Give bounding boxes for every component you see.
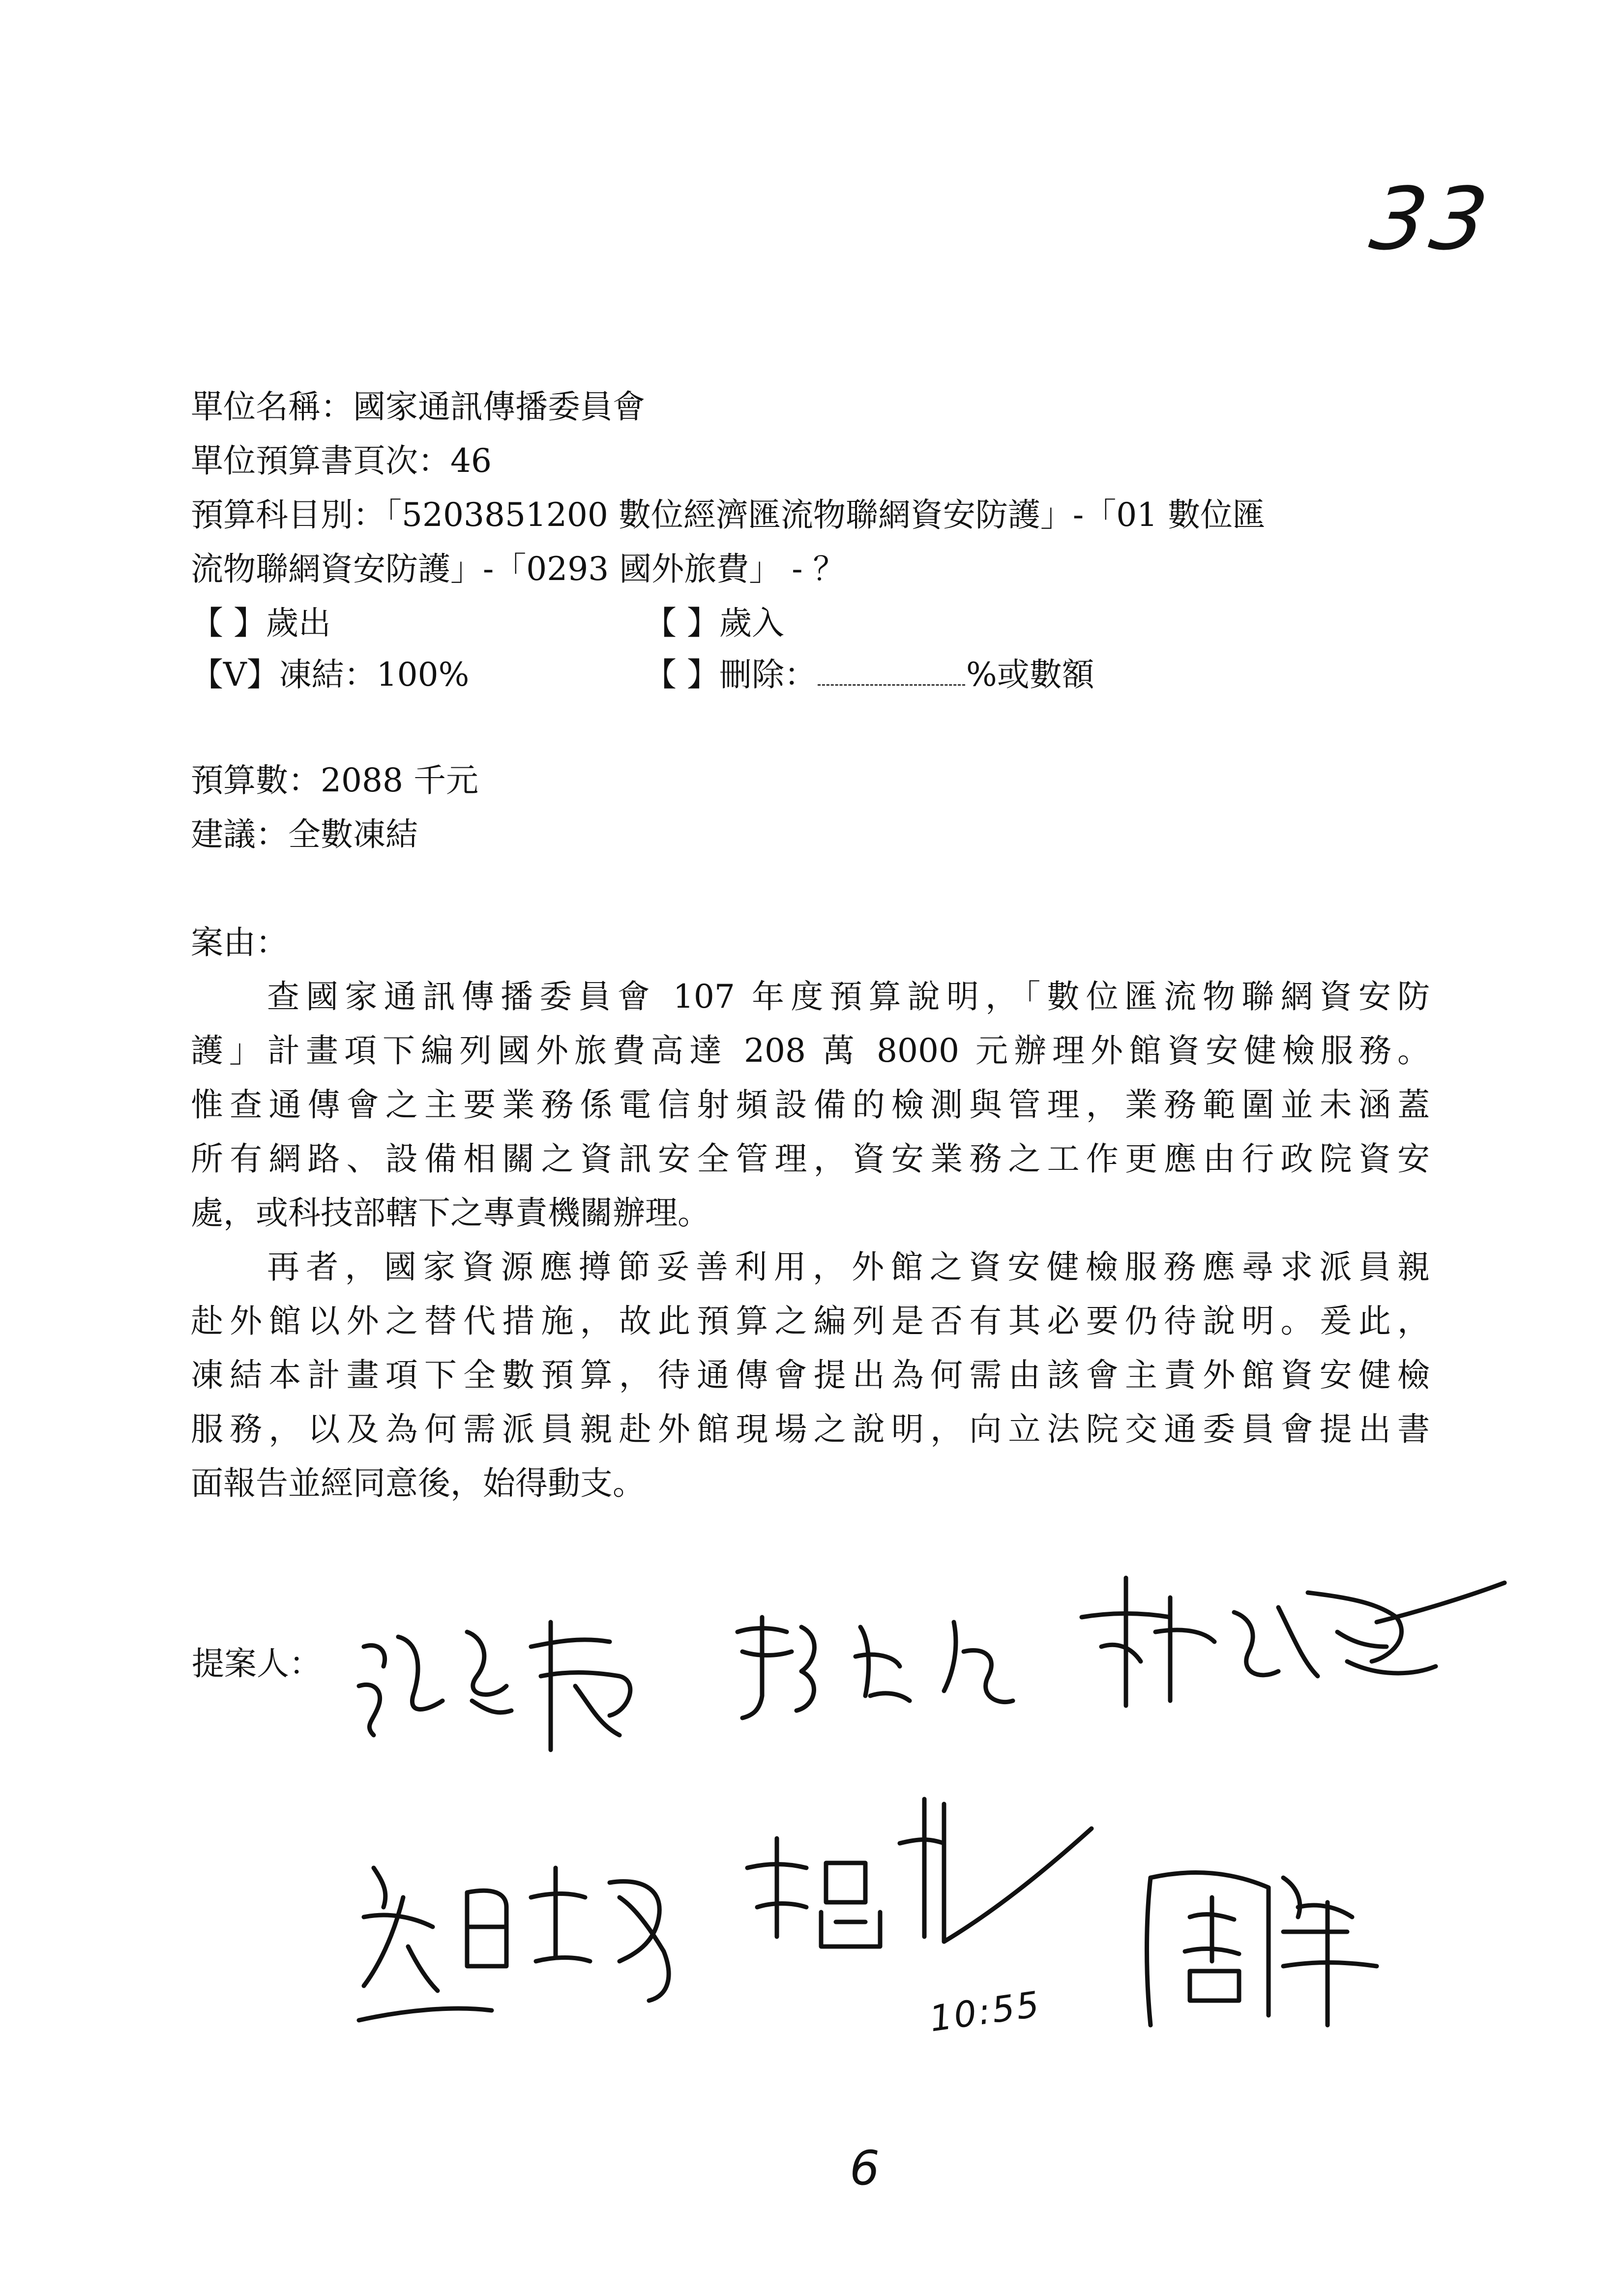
budget-amount: 預算數：2088 千元 — [191, 761, 478, 799]
option-freeze: 【V】凍結：100% — [191, 656, 470, 694]
paragraph2-line: 面報告並經同意後，始得動支。 — [191, 1464, 645, 1502]
handwritten-footer-page-number: 6 — [850, 2141, 880, 2196]
signature-4 — [344, 1838, 698, 2050]
option-revenue: 【 】歲入 — [644, 604, 784, 642]
paragraph1-line: 處，或科技部轄下之專責機關辦理。 — [191, 1194, 710, 1232]
subject-line-1: 預算科目別：「5203851200 數位經濟匯流物聯網資安防護」-「01 數位匯 — [191, 496, 1266, 534]
signature-6 — [1121, 1848, 1396, 2045]
suggestion: 建議：全數凍結 — [191, 815, 418, 853]
handwritten-page-number: 33 — [1364, 170, 1498, 269]
handwritten-time-note: 10:55 — [927, 1983, 1044, 2040]
paragraph2-line: 赴外館以外之替代措施，故此預算之編列是否有其必要仍待說明。爰此， — [191, 1302, 1430, 1340]
proposer-label: 提案人： — [192, 1645, 322, 1683]
option-delete-prefix: 【 】刪除： — [644, 656, 817, 694]
paragraph2-line: 凍結本計畫項下全數預算，待通傳會提出為何需由該會主責外館資安健檢 — [191, 1356, 1430, 1394]
signature-3 — [1072, 1563, 1514, 1740]
budget-page: 單位預算書頁次：46 — [191, 442, 492, 480]
signature-1 — [344, 1588, 688, 1774]
signature-2 — [723, 1598, 1028, 1745]
unit-name: 單位名稱：國家通訊傳播委員會 — [191, 388, 645, 426]
paragraph1-line: 護」計畫項下編列國外旅費高達 208 萬 8000 元辦理外館資安健檢服務。 — [191, 1032, 1430, 1070]
paragraph1-line: 惟查通傳會之主要業務係電信射頻設備的檢測與管理，業務範圍並未涵蓋 — [191, 1086, 1430, 1124]
delete-blank-line — [818, 658, 965, 686]
subject-line-2: 流物聯網資安防護」-「0293 國外旅費」 - ？ — [191, 550, 846, 588]
paragraph2-line: 再者，國家資源應撙節妥善利用，外館之資安健檢服務應尋求派員親 — [267, 1248, 1430, 1286]
signature-5 — [738, 1789, 1111, 1986]
paragraph2-line: 服務，以及為何需派員親赴外館現場之說明，向立法院交通委員會提出書 — [191, 1410, 1430, 1448]
reason-heading: 案由： — [191, 924, 288, 961]
option-delete — [644, 650, 1094, 699]
option-expenditure: 【 】歲出 — [191, 604, 331, 642]
option-delete-suffix: %或數額 — [966, 656, 1094, 694]
paragraph1-line: 查國家通訊傳播委員會 107 年度預算說明，「數位匯流物聯網資安防 — [267, 978, 1430, 1016]
paragraph1-line: 所有網路、設備相關之資訊安全管理，資安業務之工作更應由行政院資安 — [191, 1140, 1430, 1178]
